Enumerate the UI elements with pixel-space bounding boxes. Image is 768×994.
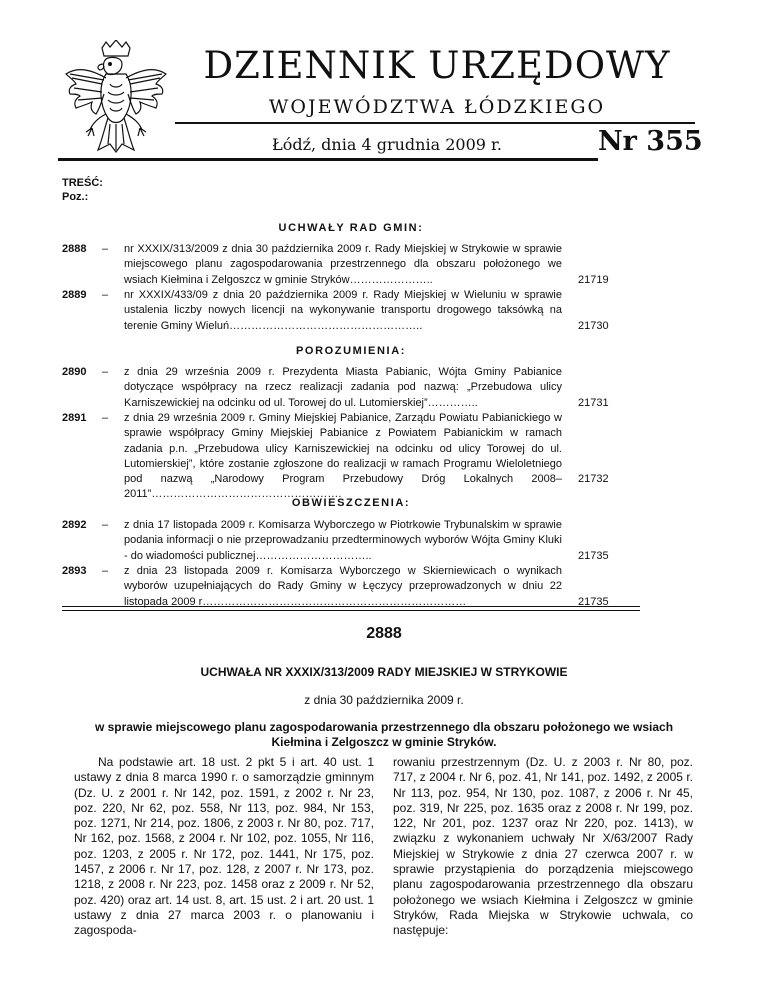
toc-poz-label: Poz.: xyxy=(62,191,89,203)
toc-entry-dash: – xyxy=(102,412,109,424)
toc-entry-dash: – xyxy=(102,519,109,531)
toc-entry-page: 21730 xyxy=(578,320,609,332)
toc-entry-number: 2891 xyxy=(62,412,87,424)
toc-section-title: POROZUMIENIA: xyxy=(295,345,407,357)
toc-entry-dash: – xyxy=(102,366,109,378)
masthead xyxy=(0,0,768,170)
toc-entry-page: 21719 xyxy=(578,274,609,286)
toc-entry-number: 2889 xyxy=(62,289,87,301)
toc-entry-dash: – xyxy=(102,289,109,301)
toc-entry-number: 2888 xyxy=(62,243,87,255)
journal-title: DZIENNIK URZĘDOWY xyxy=(203,44,671,87)
document-date: z dnia 30 października 2009 r. xyxy=(304,693,464,707)
toc-entry-text: z dnia 23 listopada 2009 r. Komisarza Wyborczego w Skierniewicach o wynikach wyborów uzupełniających do Rady Gminy w Łęczycy przeprowadzonych w dniu 22 listopada 2009 r……………………………………………………………… xyxy=(124,565,562,608)
toc-entry-text: z dnia 17 listopada 2009 r. Komisarza Wyborczego w Piotrkowie Trybunalskim w sprawie podania informacji o nie przeprowadzaniu przedterminowych wyborów Wójta Gminy Kluki - do wiadomości publicznej………………………….. xyxy=(124,519,562,562)
toc-entry-text: nr XXXIX/433/09 z dnia 20 października 2009 r. Rady Miejskiej w Wieluniu w sprawie ustalenia liczby nowych licencji na wykonywanie transportu drogowego taksówką na terenie Gminy Wieluń…………………………………………….. xyxy=(124,289,562,332)
toc-header xyxy=(62,176,103,204)
masthead-rule xyxy=(175,122,695,124)
document-subject: w sprawie miejscowego planu zagospodarowania przestrzennego dla obszaru położonego we wsiach Kiełmina i Zelgoszcz w gminie Stryków. xyxy=(94,720,674,749)
issue-date: Łódź, dnia 4 grudnia 2009 r. xyxy=(272,135,502,154)
toc-entry-page: 21732 xyxy=(578,473,609,485)
toc-entry-number: 2890 xyxy=(62,366,87,378)
issue-number: Nr 355 xyxy=(598,126,703,157)
document-number: 2888 xyxy=(366,625,402,642)
journal-subtitle: WOJEWÓDZTWA ŁÓDZKIEGO xyxy=(268,96,606,118)
document-body-right-column: rowaniu przestrzennym (Dz. U. z 2003 r. Nr 80, poz. 717, z 2004 r. Nr 6, poz. 41, Nr 141, poz. 1492, z 2005 r. Nr 113, poz. 954, Nr 130, poz. 1087, z 2006 r. Nr 45, poz. 319, Nr 225, poz. 1635 oraz z 2008 r. Nr 199, poz. 122, Nr 201, poz. 1237 oraz Nr 220, poz. 1413), w związku z wykonaniem uchwały Nr X/63/2007 Rady Miejskiej w Strykowie z dnia 27 czerwca 2007 r. w sprawie przystąpienia do porządzenia miejscowego planu zagospodarowania przestrzennego dla obszaru położonego we wsiach Kiełmina i Zelgoszcz w gminie Stryków, Rada Miejska w Strykowie uchwala, co następuje: xyxy=(393,755,693,938)
toc-entry-page: 21735 xyxy=(578,550,609,562)
toc-entry-text: z dnia 29 września 2009 r. Gminy Miejskiej Pabianice, Zarządu Powiatu Pabianickiego w sprawie współpracy Gminy Miejskiej Pabianice z Powiatem Pabianickim w ramach zadania p.n. „Przebudowa ulicy Karniszewickiej na odcinku od ulicy Torowej do ul. Lutomierskiej”, które zostanie zgłoszone do realizacji w ramach Programu Wieloletniego pod nazwą „Narodowy Program Przebudowy Dróg Lokalnych 2008–2011”……………………………………………. xyxy=(124,412,562,501)
toc-entry-number: 2892 xyxy=(62,519,87,531)
toc-entry-page: 21731 xyxy=(578,397,609,409)
toc-entry-text: nr XXXIX/313/2009 z dnia 30 października 2009 r. Rady Miejskiej w Strykowie w sprawie miejscowego planu zagospodarowania przestrzennego dla obszaru położonego we wsiach Kiełmina i Zelgoszcz w gminie Stryków………………….. xyxy=(124,243,562,286)
toc-label: TREŚĆ: xyxy=(62,177,103,189)
masthead-bottom-rule xyxy=(58,158,598,161)
toc-section-title: OBWIESZCZENIA: xyxy=(291,497,411,509)
toc-entry-dash: – xyxy=(102,565,109,577)
toc-entry-dash: – xyxy=(102,243,109,255)
document-title: UCHWAŁA NR XXXIX/313/2009 RADY MIEJSKIEJ W STRYKOWIE xyxy=(200,665,568,679)
document-body-left-column: Na podstawie art. 18 ust. 2 pkt 5 i art. 40 ust. 1 ustawy z dnia 8 marca 1990 r. o samorządzie gminnym (Dz. U. z 2001 r. Nr 142, poz. 1591, z 2002 r. Nr 23, poz. 220, Nr 62, poz. 558, Nr 113, poz. 984, Nr 153, poz. 1271, Nr 214, poz. 1806, z 2003 r. Nr 80, poz. 717, Nr 162, poz. 1568, z 2004 r. Nr 102, poz. 1055, Nr 116, poz. 1203, z 2005 r. Nr 172, poz. 1441, Nr 175, poz. 1457, z 2006 r. Nr 17, poz. 128, z 2007 r. Nr 173, poz. 1218, z 2008 r. Nr 223, poz. 1458 oraz z 2009 r. Nr 52, poz. 420) oraz art. 14 ust. 8, art. 15 ust. 2 i art. 20 ust. 1 ustawy z dnia 27 marca 2003 r. o planowaniu i zagospoda- xyxy=(74,755,374,938)
toc-section-title: UCHWAŁY RAD GMIN: xyxy=(278,222,424,234)
white-eagle-emblem-icon xyxy=(62,40,170,154)
toc-entry-page: 21735 xyxy=(578,596,609,608)
toc-end-double-rule xyxy=(62,606,640,611)
toc-entry-number: 2893 xyxy=(62,565,87,577)
toc-entry-text: z dnia 29 września 2009 r. Prezydenta Miasta Pabianic, Wójta Gminy Pabianice dotyczące współpracy na rzecz realizacji zadania pod nazwą: „Przebudowa ulicy Karniszewickiej na odcinku od ul. Torowej do ul. Lutomierskiej”………….. xyxy=(124,366,562,409)
